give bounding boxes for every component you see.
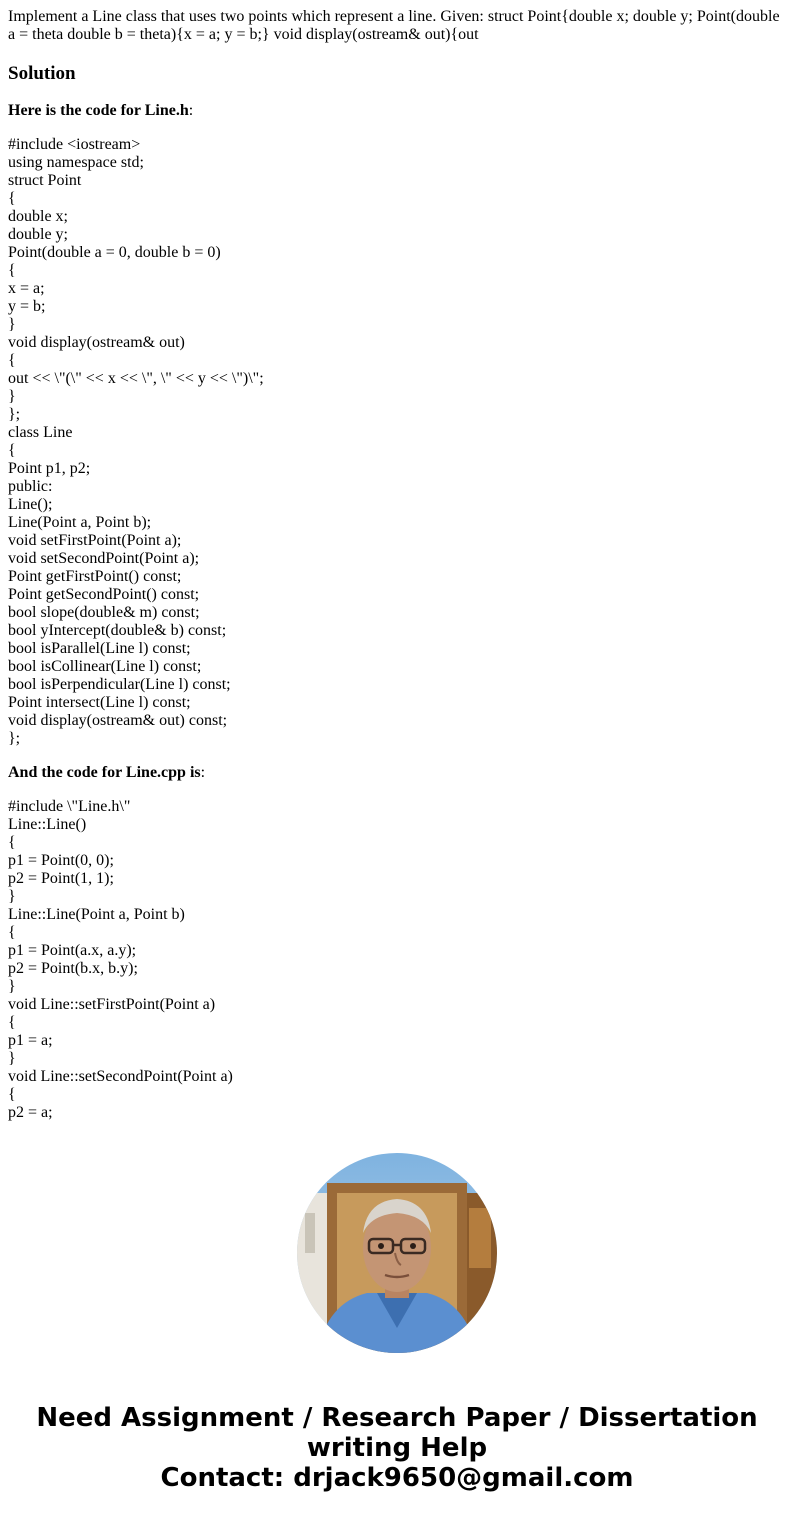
code-line: { xyxy=(8,1086,16,1103)
code-line: double x; xyxy=(8,208,68,225)
question-text: Implement a Line class that uses two points which represent a line. Given: struct Point{double x; double y; Point(double a = theta double b = theta){x = a; y = b;} void display(ostream& out){out xyxy=(8,8,780,43)
code-line: x = a; xyxy=(8,280,45,297)
code-line: } xyxy=(8,1050,16,1067)
code-line: } xyxy=(8,388,16,405)
line-cpp-code-block xyxy=(8,798,233,1122)
promo-banner xyxy=(0,1403,794,1493)
code-line: bool isPerpendicular(Line l) const; xyxy=(8,676,231,693)
code-line: { xyxy=(8,352,16,369)
code-line: class Line xyxy=(8,424,73,441)
code-line: { xyxy=(8,442,16,459)
code-line: Line::Line() xyxy=(8,816,87,833)
code-line: void Line::setSecondPoint(Point a) xyxy=(8,1068,233,1085)
code-line: bool isParallel(Line l) const; xyxy=(8,640,191,657)
code-line: } xyxy=(8,316,16,333)
code-line: Line::Line(Point a, Point b) xyxy=(8,906,185,923)
code-line: public: xyxy=(8,478,53,495)
code-line: Point getSecondPoint() const; xyxy=(8,586,200,603)
code-line: Point p1, p2; xyxy=(8,460,91,477)
line-h-intro-bold: Here is the code for Line.h xyxy=(8,102,189,119)
promo-line-1: Need Assignment / Research Paper / Dissertation xyxy=(36,1403,758,1433)
code-line: void setSecondPoint(Point a); xyxy=(8,550,200,567)
code-line: { xyxy=(8,262,16,279)
promo-contact: Contact: drjack9650@gmail.com xyxy=(160,1463,634,1493)
code-line: #include <iostream> xyxy=(8,136,141,153)
code-line: } xyxy=(8,978,16,995)
code-line: Point(double a = 0, double b = 0) xyxy=(8,244,221,261)
code-line: out << \"(\" << x << \", \" << y << \")\"; xyxy=(8,370,264,387)
line-h-intro xyxy=(8,102,193,120)
code-line: { xyxy=(8,1014,16,1031)
code-line: p2 = Point(b.x, b.y); xyxy=(8,960,138,977)
code-line: Point intersect(Line l) const; xyxy=(8,694,191,711)
code-line: Point getFirstPoint() const; xyxy=(8,568,182,585)
code-line: bool isCollinear(Line l) const; xyxy=(8,658,202,675)
code-line: bool yIntercept(double& b) const; xyxy=(8,622,227,639)
promo-line-2: writing Help xyxy=(306,1433,488,1463)
code-line: using namespace std; xyxy=(8,154,144,171)
code-line: p1 = Point(0, 0); xyxy=(8,852,114,869)
code-line: y = b; xyxy=(8,298,46,315)
line-h-code-block xyxy=(8,136,264,748)
code-line: p1 = a; xyxy=(8,1032,53,1049)
code-line: }; xyxy=(8,730,21,747)
line-cpp-intro-bold: And the code for Line.cpp is xyxy=(8,764,201,781)
code-line: struct Point xyxy=(8,172,82,189)
solution-heading: Solution xyxy=(8,63,76,84)
code-line: Line(Point a, Point b); xyxy=(8,514,152,531)
code-line: bool slope(double& m) const; xyxy=(8,604,200,621)
line-h-intro-colon: : xyxy=(188,102,194,119)
code-line: { xyxy=(8,190,16,207)
line-cpp-intro xyxy=(8,764,205,782)
author-portrait-image xyxy=(297,1153,497,1353)
code-line: } xyxy=(8,888,16,905)
code-line: p1 = Point(a.x, a.y); xyxy=(8,942,137,959)
code-line: void display(ostream& out) const; xyxy=(8,712,228,729)
line-cpp-intro-colon: : xyxy=(200,764,206,781)
code-line: { xyxy=(8,924,16,941)
code-line: }; xyxy=(8,406,21,423)
code-line: void display(ostream& out) xyxy=(8,334,185,351)
code-line: { xyxy=(8,834,16,851)
code-line: p2 = a; xyxy=(8,1104,53,1121)
code-line: void setFirstPoint(Point a); xyxy=(8,532,182,549)
author-avatar xyxy=(297,1153,497,1353)
code-line: void Line::setFirstPoint(Point a) xyxy=(8,996,216,1013)
code-line: #include \"Line.h\" xyxy=(8,798,131,815)
code-line: Line(); xyxy=(8,496,53,513)
code-line: double y; xyxy=(8,226,68,243)
code-line: p2 = Point(1, 1); xyxy=(8,870,114,887)
